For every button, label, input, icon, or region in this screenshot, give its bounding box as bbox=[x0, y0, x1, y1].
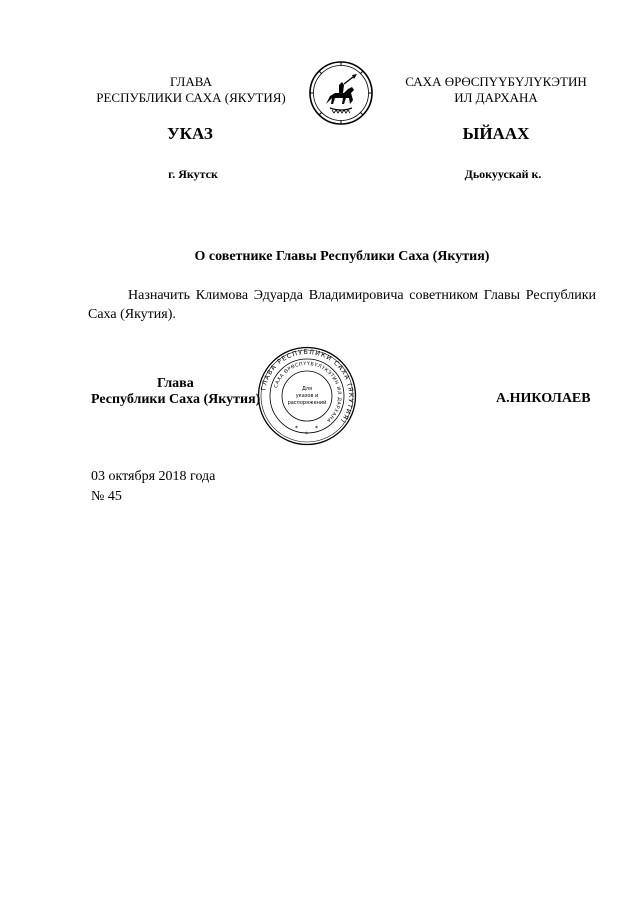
stamp-center-line3: распоряжений bbox=[287, 400, 327, 406]
stamp-inner-text: САХА ӨРӨСПҮҮБҮЛҮКЭТИН ИЛ ДАРХАНА bbox=[274, 361, 342, 423]
svg-text:*: * bbox=[315, 425, 318, 432]
svg-text:*: * bbox=[295, 425, 298, 432]
stamp-outer-text: ГЛАВА РЕСПУБЛИКИ САХА (ЯКУТИЯ) bbox=[259, 347, 356, 426]
signatory-position-line1: Глава bbox=[157, 376, 194, 391]
doc-type-title-sah: ЫЙААХ bbox=[462, 124, 530, 143]
official-stamp bbox=[257, 346, 357, 446]
document-number: № 45 bbox=[91, 489, 122, 504]
header-right-line2: ИЛ ДАРХАНА bbox=[454, 90, 538, 105]
document-date: 03 октября 2018 года bbox=[91, 469, 216, 484]
city-ru: г. Якутск bbox=[168, 167, 218, 181]
doc-type-title-ru: УКАЗ bbox=[167, 124, 213, 143]
coat-of-arms-icon bbox=[308, 60, 374, 126]
stamp-center-line1: Для bbox=[301, 386, 313, 392]
header-left-line2: РЕСПУБЛИКИ САХА (ЯКУТИЯ) bbox=[96, 90, 286, 105]
svg-text:*: * bbox=[305, 431, 308, 438]
header-left-line1: ГЛАВА bbox=[170, 74, 212, 89]
document-subject: О советнике Главы Республики Саха (Якутия) bbox=[194, 249, 490, 264]
document-body: Назначить Климова Эдуарда Владимировича советником Главы Республики Саха (Якутия). bbox=[88, 288, 596, 322]
signatory-name: А.НИКОЛАЕВ bbox=[496, 391, 591, 406]
header-right-line1: САХА ӨРӨСПҮҮБҮЛҮКЭТИН bbox=[405, 74, 587, 89]
signatory-position-line2: Республики Саха (Якутия) bbox=[91, 392, 261, 407]
stamp-center-line2: указов и bbox=[295, 393, 319, 399]
header-right-block bbox=[396, 74, 596, 106]
header-left-block bbox=[86, 74, 296, 106]
city-sah: Дьокуускай к. bbox=[464, 167, 542, 181]
stamp-star-icon bbox=[295, 425, 318, 438]
